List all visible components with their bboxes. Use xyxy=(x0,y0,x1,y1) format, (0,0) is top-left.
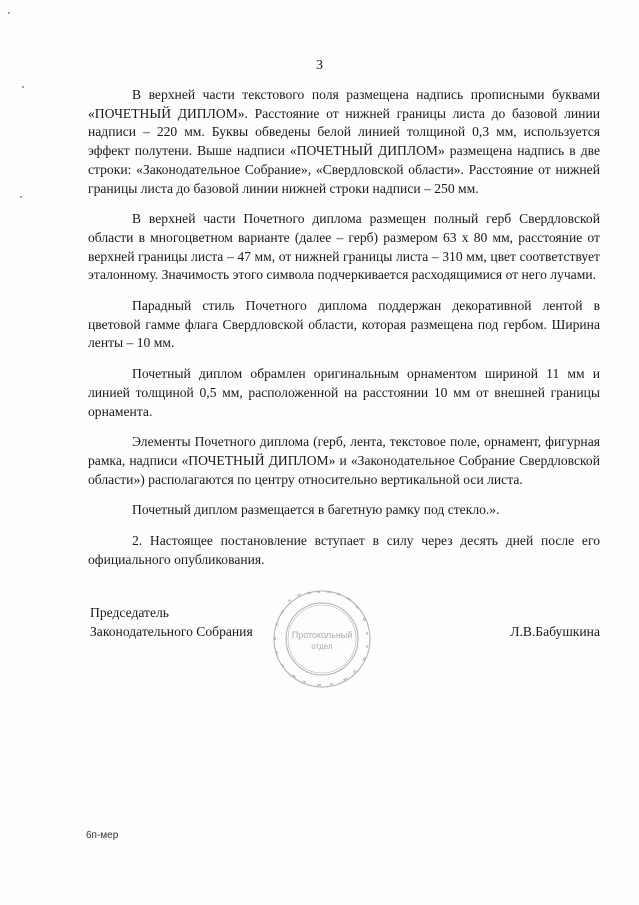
scan-speck xyxy=(22,86,24,88)
paragraph-element-alignment: Элементы Почетного диплома (герб, лента, текстовое поле, орнамент, фигурная рамка, надписи «ПОЧЕТНЫЙ ДИПЛОМ» и «Законодательное Собрание Свердловской области») располагаются по центру относительно вертикальной оси листа. xyxy=(88,434,600,487)
document-body xyxy=(88,86,600,581)
paragraph-title-inscription: В верхней части текстового поля размещена надпись прописными буквами «ПОЧЕТНЫЙ ДИПЛОМ». Расстояние от нижней границы листа до базовой линии надписи – 220 мм. Буквы обведены белой линией толщиной 0,3 мм, используется эффект полутени. Выше надписи «ПОЧЕТНЫЙ ДИПЛОМ» размещена надпись в две строки: «Законодательное Собрание», «Свердловской области». Расстояние от нижней границы листа до базовой линии нижней строки надписи – 250 мм. xyxy=(88,87,600,196)
signatory-title-line-2: Законодательного Собрания xyxy=(90,624,253,639)
paragraph-coat-of-arms: В верхней части Почетного диплома размещен полный герб Свердловской области в многоцветном варианте (далее – герб) размером 63 х 80 мм, расстояние от верхней границы листа – 47 мм, от нижней границы листа – 310 мм, цвет соответствует эталонному. Значимость этого символа подчеркивается расходящимися от него лучами. xyxy=(88,211,600,283)
paragraph-ribbon: Парадный стиль Почетного диплома поддержан декоративной лентой в цветовой гамме флага Свердловской области, которая размещена под гербом. Ширина ленты – 10 мм. xyxy=(88,298,600,351)
stamp-text-line-1: Протокольный xyxy=(291,630,353,640)
scan-speck xyxy=(20,196,22,198)
paragraph-effective-date: 2. Настоящее постановление вступает в силу через десять дней после его официального опубликования. xyxy=(88,533,600,567)
signatory-name: Л.В.Бабушкина xyxy=(510,624,600,639)
stamp-seal xyxy=(271,588,373,690)
signatory-title-line-1: Председатель xyxy=(90,605,169,620)
scan-speck xyxy=(8,12,10,14)
page-number: 3 xyxy=(316,58,323,73)
paragraph-frame: Почетный диплом размещается в багетную рамку под стекло.». xyxy=(132,502,500,518)
paragraph-ornament: Почетный диплом обрамлен оригинальным орнаментом шириной 11 мм и линией толщиной 0,5 мм, расположенной на расстоянии 10 мм от внешней границы орнамента. xyxy=(88,366,600,419)
stamp-text-line-2: отдел xyxy=(311,642,333,651)
footer-code: 6п-мер xyxy=(86,830,119,841)
